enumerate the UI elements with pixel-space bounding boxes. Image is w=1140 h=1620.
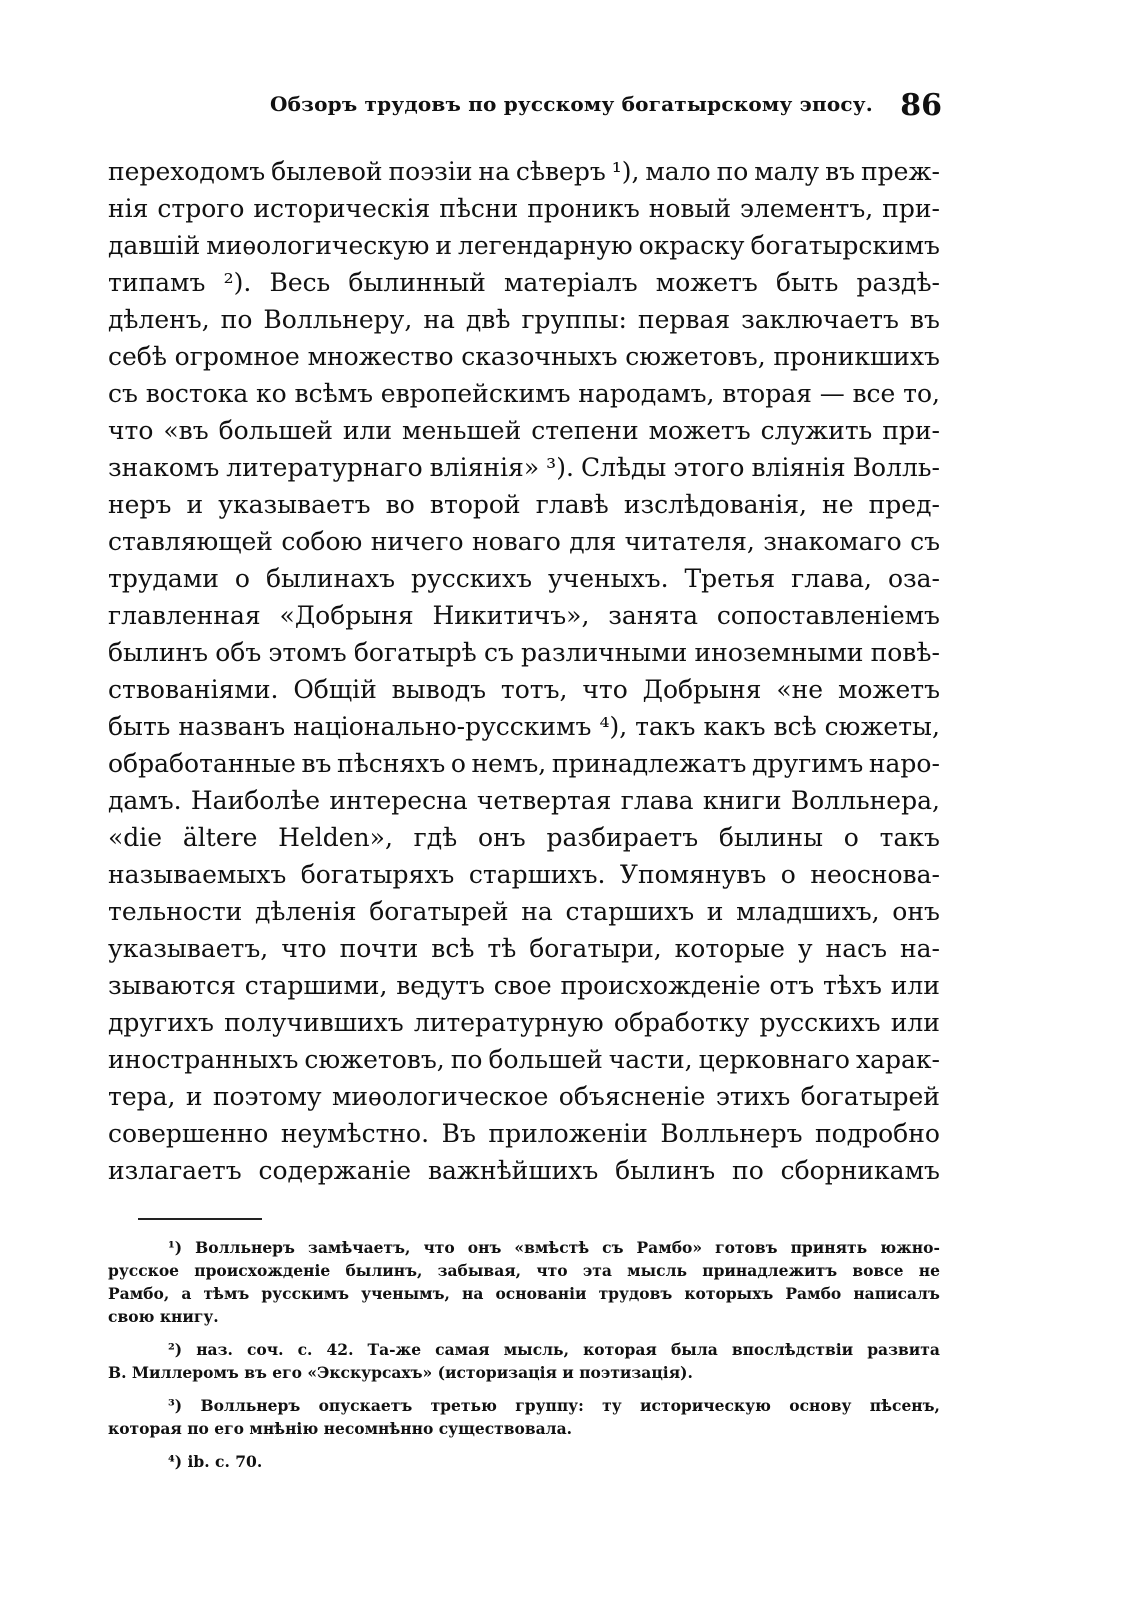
footnote-line: которая по его мнѣнію несомнѣнно существовала. [108, 1419, 573, 1438]
page-number: 86 [900, 88, 942, 123]
footnote-line: ¹) Волльнеръ замѣчаетъ, что онъ «вмѣстѣ съ Рамбо» готовъ принять южно- [168, 1238, 940, 1257]
footnote-line: ³) Волльнеръ опускаетъ третью группу: ту историческую основу пѣсенъ, [168, 1396, 940, 1415]
body-line: быть названъ національно-русскимъ ⁴), такъ какъ всѣ сюжеты, [108, 712, 940, 741]
footnote-line: Рамбо, а тѣмъ русскимъ ученымъ, на основаніи трудовъ которыхъ Рамбо написалъ [108, 1284, 940, 1303]
body-line: типамъ ²). Весь былинный матеріалъ можетъ быть раздѣ- [108, 268, 940, 297]
body-line: главленная «Добрыня Никитичъ», занята сопоставленіемъ [108, 601, 940, 630]
body-line: излагаетъ содержаніе важнѣйшихъ былинъ по сборникамъ [108, 1156, 940, 1185]
body-line: тельности дѣленія богатырей на старшихъ и младшихъ, онъ [108, 897, 940, 926]
footnote-line: ²) наз. соч. с. 42. Та-же самая мысль, которая была впослѣдствіи развита [168, 1340, 940, 1359]
footnote-line: ⁴) ib. с. 70. [168, 1452, 263, 1471]
body-line: ствованіями. Общій выводъ тотъ, что Добрыня «не можетъ [108, 675, 940, 704]
footnotes [108, 1236, 940, 1473]
body-line: зываются старшими, ведутъ свое происхожденіе отъ тѣхъ или [108, 971, 940, 1000]
body-line: былинъ объ этомъ богатырѣ съ различными иноземными повѣ- [108, 638, 940, 667]
body-line: называемыхъ богатыряхъ старшихъ. Упомянувъ о неоснова- [108, 860, 940, 889]
body-line: давшій миѳологическую и легендарную окраску богатырскимъ [108, 231, 940, 260]
body-line: себѣ огромное множество сказочныхъ сюжетовъ, проникшихъ [108, 342, 940, 371]
body-line: указываетъ, что почти всѣ тѣ богатыри, которые у насъ на- [108, 934, 940, 963]
body-line: ставляющей собою ничего новаго для читателя, знакомаго съ [108, 527, 940, 556]
running-title: Обзоръ трудовъ по русскому богатырскому эпосу. [270, 92, 873, 116]
footnote-line: свою книгу. [108, 1307, 219, 1326]
body-line: дѣленъ, по Волльнеру, на двѣ группы: первая заключаетъ въ [108, 305, 940, 334]
body-line: совершенно неумѣстно. Въ приложеніи Волльнеръ подробно [108, 1119, 940, 1148]
body-line: неръ и указываетъ во второй главѣ изслѣдованія, не пред- [108, 490, 940, 519]
body-line: нія строго историческія пѣсни проникъ новый элементъ, при- [108, 194, 940, 223]
body-line: другихъ получившихъ литературную обработку русскихъ или [108, 1008, 940, 1037]
body-line: что «въ большей или меньшей степени можетъ служить при- [108, 416, 940, 445]
body-text [108, 153, 940, 1189]
body-line: знакомъ литературнаго вліянія» ³). Слѣды этого вліянія Волль- [108, 453, 940, 482]
footnote-line: русское происхожденіе былинъ, забывая, что эта мысль принадлежитъ вовсе не [108, 1261, 940, 1280]
body-line: иностранныхъ сюжетовъ, по большей части, церковнаго харак- [108, 1045, 940, 1074]
body-line: съ востока ко всѣмъ европейскимъ народамъ, вторая — все то, [108, 379, 940, 408]
body-line: «die ältere Helden», гдѣ онъ разбираетъ былины о такъ [108, 823, 940, 852]
footnote-rule [138, 1218, 262, 1220]
body-line: тера, и поэтому миѳологическое объясненіе этихъ богатырей [108, 1082, 940, 1111]
body-line: обработанные въ пѣсняхъ о немъ, принадлежатъ другимъ наро- [108, 749, 940, 778]
body-line: дамъ. Наиболѣе интересна четвертая глава книги Волльнера, [108, 786, 940, 815]
body-line: переходомъ былевой поэзіи на сѣверъ ¹), мало по малу въ преж- [108, 157, 940, 186]
body-line: трудами о былинахъ русскихъ ученыхъ. Третья глава, оза- [108, 564, 940, 593]
footnote-line: В. Миллеромъ въ его «Экскурсахъ» (историзація и поэтизація). [108, 1363, 693, 1382]
